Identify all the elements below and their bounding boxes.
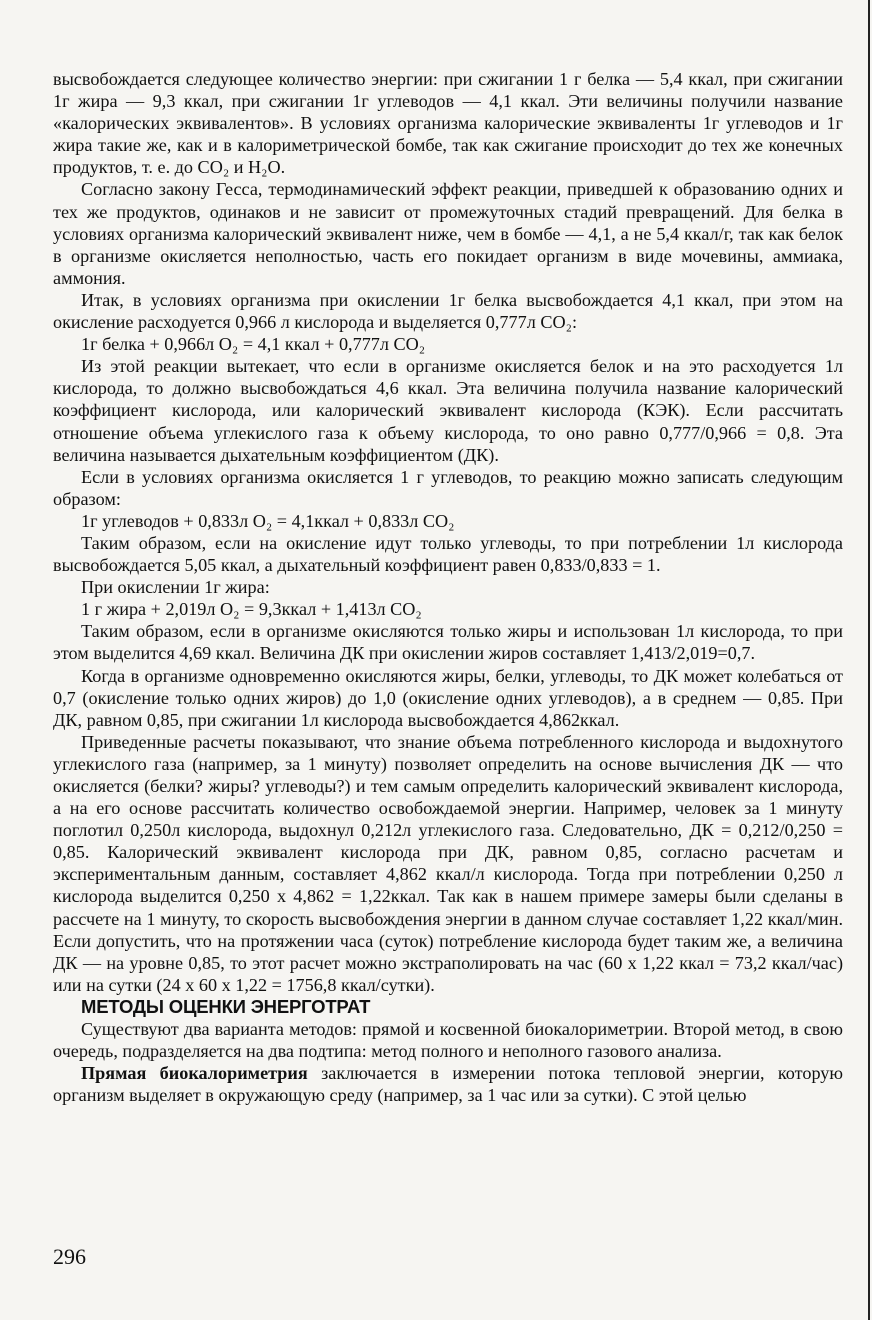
paragraph-5: Если в условиях организма окисляется 1 г углеводов, то реакцию можно записать следующим образом: xyxy=(53,466,843,509)
paragraph-3: Итак, в условиях организма при окислении 1г белка высвобождается 4,1 ккал, при этом на окисление расходуется 0,966 л кислорода и выделяется 0,777л CO₂: xyxy=(53,289,843,333)
paragraph-9: Когда в организме одновременно окисляются жиры, белки, углеводы, то ДК может колебаться от 0,7 (окисление только одних жиров) до 1,0 (окисление одних углеводов), а в среднем — 0,85. При ДК, равном 0,85, при сжигании 1л кислорода высвобождается 4,862ккал. xyxy=(53,665,843,730)
paragraph-11: Существуют два варианта методов: прямой и косвенной биокалориметрии. Второй метод, в свою очередь, подразделяется на два подтипа: метод полного и неполного газового анализа. xyxy=(53,1019,843,1062)
paragraph-4: Из этой реакции вытекает, что если в организме окисляется белок и на это расходуется 1л кислорода, то должно высвобождаться 4,6 ккал. Эта величина получила название калорический коэффициент кислорода, или калорический эквивалент кислорода (КЭК). Если рассчитать отношение объема углекислого газа к объему кислорода, то оно равно 0,777/0,966 = 0,8. Эта величина называется дыхательным коэффициентом (ДК). xyxy=(53,356,843,465)
paragraph-6: Таким образом, если на окисление идут только углеводы, то при потреблении 1л кислорода высвобождается 5,05 ккал, а дыхательный коэффициент равен 0,833/0,833 = 1. xyxy=(53,532,843,576)
term-direct-biocalorimetry: Прямая биокалориметрия xyxy=(81,1063,308,1084)
paragraph-2: Согласно закону Гесса, термодинамический эффект реакции, приведшей к образованию одних и тех же продуктов, одинаков и не зависит от промежуточных стадий превращений. Для белка в условиях организма калорический эквивалент ниже, чем в бомбе — 4,1, а не 5,4 ккал/г, так как белок в организме окисляется неполностью, часть его покидает организм в виде мочевины, аммиака, аммония. xyxy=(53,179,843,288)
page-number: 296 xyxy=(53,1244,86,1269)
page-content xyxy=(53,68,843,1106)
section-heading: МЕТОДЫ ОЦЕНКИ ЭНЕРГОТРАТ xyxy=(81,995,371,1017)
paragraph-12 xyxy=(53,1062,843,1106)
paragraph-12-text: заключается в измерении потока тепловой энергии, которую организм выделяет в окружающую среду (например, за 1 час или за сутки). С этой целью xyxy=(53,1063,843,1106)
paragraph-10: Приведенные расчеты показывают, что знание объема потребленного кислорода и выдохнутого углекислого газа (например, за 1 минуту) позволяет определить на основе вычисления ДК — что окисляется (белки? жиры? углеводы?) и тем самым определить калорический эквивалент кислорода, а на его основе рассчитать количество освобождаемой энергии. Например, человек за 1 минуту поглотил 0,250л кислорода, выдохнул 0,212л углекислого газа. Следовательно, ДК = 0,212/0,250 = 0,85. Калорический эквивалент кислорода при ДК, равном 0,85, согласно расчетам и экспериментальным данным, составляет 4,862 ккал/л кислорода. Тогда при потреблении 0,250 л кислорода выделится 0,250 x 4,862 = 1,22ккал. Так как в нашем примере замеры были сделаны в рассчете на 1 минуту, то скорость высвобождения энергии в данном случае составляет 1,22 ккал/мин. Если допустить, что на протяжении часа (суток) потребление кислорода будет таким же, а величина ДК — на уровне 0,85, то этот расчет можно экстраполировать на час (60 x 1,22 ккал = 73,2 ккал/час) или на сутки (24 x 60 x 1,22 = 1756,8 ккал/сутки). xyxy=(53,731,843,995)
page-edge xyxy=(868,0,870,1320)
formula-protein: 1г белка + 0,966л O₂ = 4,1 ккал + 0,777л CO₂ xyxy=(81,334,426,355)
formula-carbohydrates: 1г углеводов + 0,833л O₂ = 4,1ккал + 0,833л CO₂ xyxy=(81,510,455,531)
paragraph-1: высвобождается следующее количество энергии: при сжигании 1 г белка — 5,4 ккал, при сжигании 1г жира — 9,3 ккал, при сжигании 1г углеводов — 4,1 ккал. Эти величины получили название «калорических эквивалентов». В условиях организма калорические эквиваленты 1г углеводов и 1г жира такие же, как и в калориметрической бомбе, так как сжигание происходит до тех же конечных продуктов, т. е. до CO₂ и H₂O. xyxy=(53,69,843,178)
paragraph-7: При окислении 1г жира: xyxy=(81,577,270,598)
paragraph-8: Таким образом, если в организме окисляются только жиры и использован 1л кислорода, то при этом выделится 4,69 ккал. Величина ДК при окислении жиров составляет 1,413/2,019=0,7. xyxy=(53,621,843,664)
formula-fat: 1 г жира + 2,019л O₂ = 9,3ккал + 1,413л CO₂ xyxy=(81,599,422,620)
